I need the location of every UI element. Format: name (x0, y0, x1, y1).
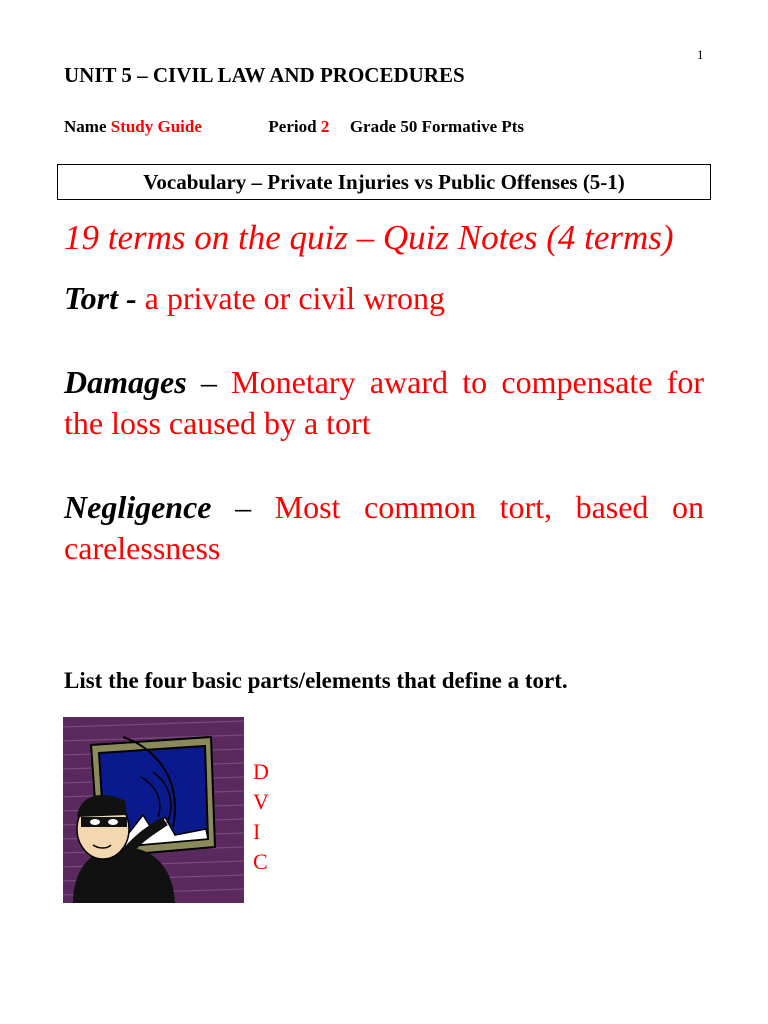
term-definition: Monetary award to compensate for the loss caused by a tort (64, 364, 705, 441)
term-damages (64, 362, 704, 444)
letter-d: D (253, 759, 269, 784)
list-prompt: List the four basic parts/elements that define a tort. (64, 668, 568, 693)
grade-text: Grade 50 Formative Pts (349, 117, 525, 136)
name-value: Study Guide (110, 117, 202, 136)
term-separator: - (117, 280, 145, 316)
term-separator: – (211, 489, 275, 525)
period-label: Period (268, 117, 317, 136)
term-word: Damages (64, 364, 187, 400)
term-definition: a private or civil wrong (144, 280, 445, 316)
letter-c: C (253, 849, 268, 874)
dvic-letters (253, 757, 269, 877)
name-label: Name (64, 117, 107, 136)
term-tort (64, 278, 704, 319)
quiz-heading: 19 terms on the quiz – Quiz Notes (4 terms) (64, 218, 674, 257)
info-line (64, 117, 524, 137)
page-number: 1 (697, 47, 704, 62)
unit-title: UNIT 5 – CIVIL LAW AND PROCEDURES (64, 63, 465, 87)
letter-i: I (253, 819, 261, 844)
period-value: 2 (320, 117, 330, 136)
burglar-at-window-icon (63, 717, 244, 903)
term-definition: Most common tort, based on carelessness (64, 489, 704, 566)
term-negligence (64, 487, 704, 569)
vocabulary-heading-box: Vocabulary – Private Injuries vs Public Offenses (5-1) (57, 164, 711, 200)
term-word: Tort (64, 280, 118, 316)
letter-v: V (253, 789, 269, 814)
term-word: Negligence (64, 489, 212, 525)
term-separator: – (186, 364, 232, 400)
